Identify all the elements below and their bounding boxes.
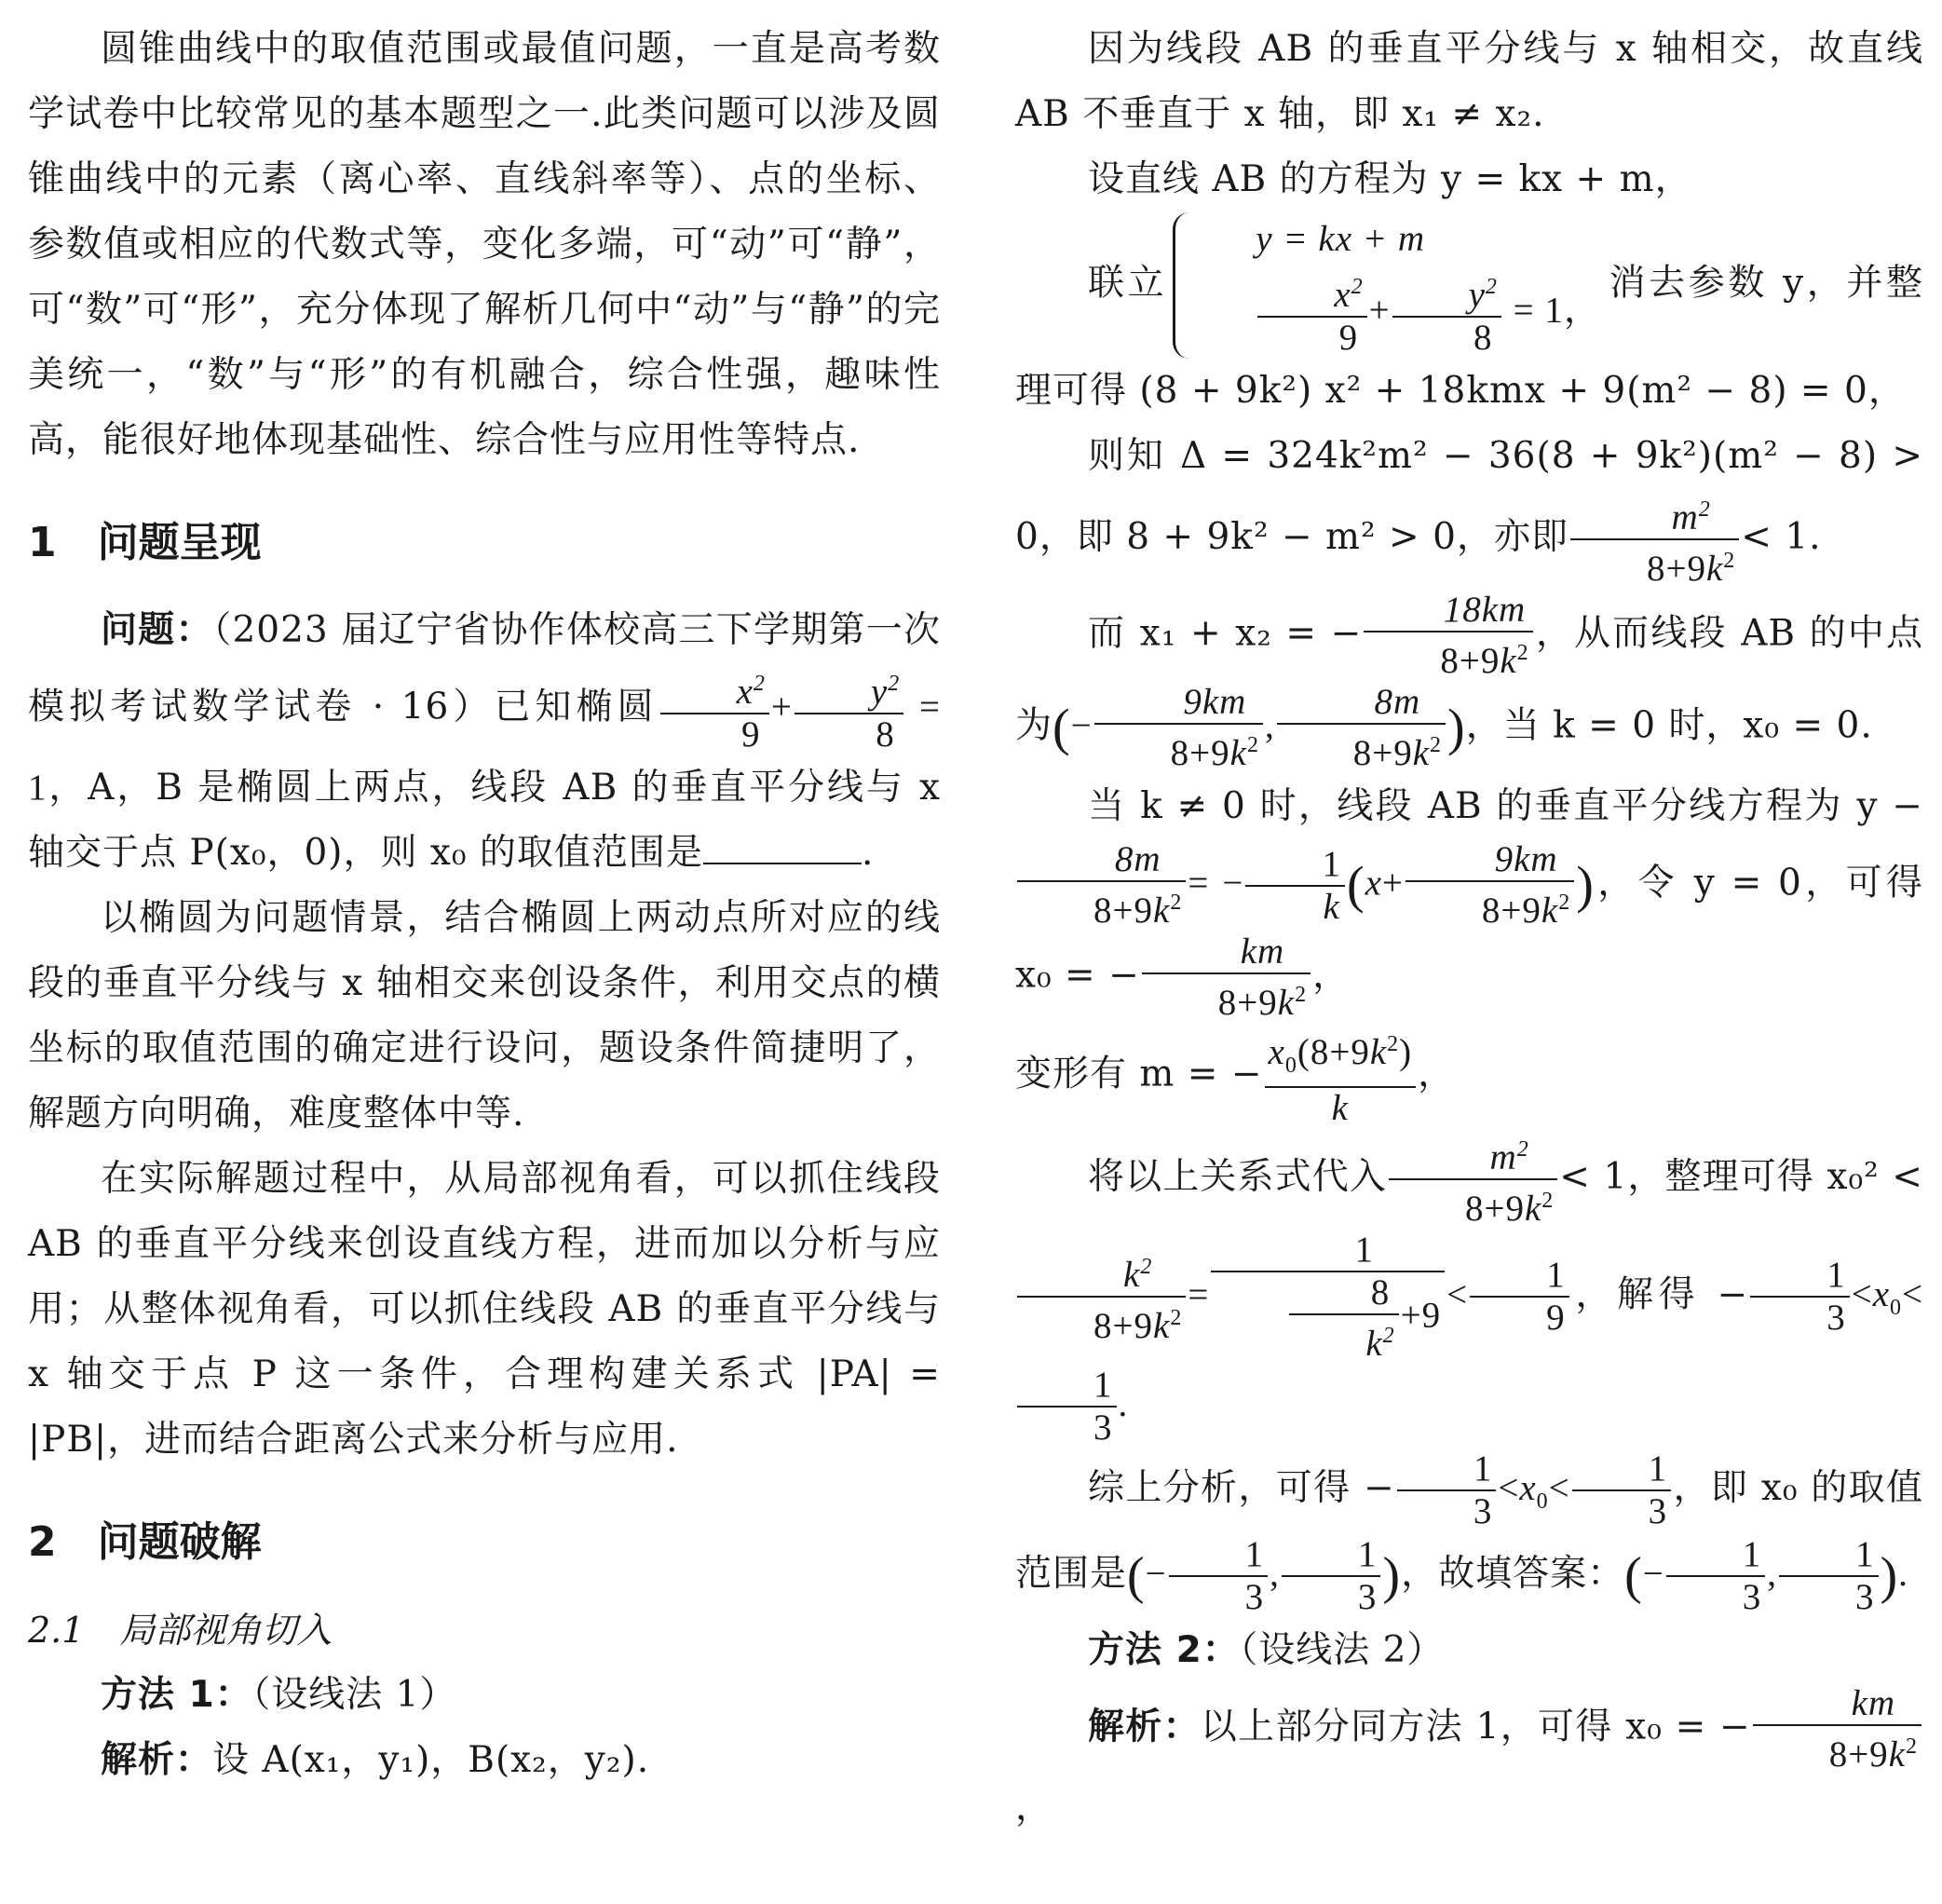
r5-paragraph: 而 x₁ + x₂ = − $\frac{18km}{8+9k^2}$ ，从而线段 AB 的中点为(− $\frac{9km}{8+9k^2}$ , $\frac{8m}{8+9k^2}$ )，当 k = 0 时，x₀ = 0.	[1015, 590, 1923, 773]
ellipse-frac-y: $\frac{y^2}{8}$	[794, 663, 903, 755]
method-2-line: 方法 2：（设线法 2）	[1088, 1628, 1445, 1671]
views-paragraph: 在实际解题过程中，从局部视角看，可以抓住线段 AB 的垂直平分线来创设直线方程，进而加以分析与应用；从整体视角看，可以抓住线段 AB 的垂直平分线与 x 轴交于点 P 这一条件，合理构建关系式 |PA| = |PB|，进而结合距离公式来分析与应用.	[28, 1158, 941, 1461]
intro-paragraph: 圆锥曲线中的取值范围或最值问题，一直是高考数学试卷中比较常见的基本题型之一.此类问题可以涉及圆锥曲线中的元素（离心率、直线斜率等）、点的坐标、参数值或相应的代数式等，变化多端，可“动”可“静”，可“数”可“形”，充分体现了解析几何中“动”与“静”的完美统一，“数”与“形”的有机融合，综合性强，趣味性高，能很好地体现基础性、综合性与应用性等特点.	[28, 28, 941, 461]
r4-paragraph: 则知 Δ = 324k²m² − 36(8 + 9k²)(m² − 8) > 0，即 8 + 9k² − m² > 0，亦即 $\frac{m^2}{8+9k^2}$ < 1.	[1015, 435, 1923, 589]
analysis-paragraph: 以椭圆为问题情景，结合椭圆上两动点所对应的线段的垂直平分线与 x 轴相交来创设条件，利用交点的横坐标的取值范围的确定进行设问，题设条件简捷明了，解题方向明确，难度整体中等.	[28, 897, 941, 1135]
problem-tail: ，A，B 是椭圆上两点，线段 AB 的垂直平分线与 x 轴交于点 P(x₀，0)，则 x₀ 的取值范围是	[28, 767, 941, 874]
method-1-line: 方法 1：（设线法 1）	[101, 1674, 457, 1716]
r2-paragraph: 设直线 AB 的方程为 y = kx + m，	[1088, 158, 1692, 200]
left-column	[28, 17, 941, 1793]
answer-blank[interactable]	[703, 835, 862, 864]
subsection-2-1: 2.1 局部视角切入	[28, 1610, 333, 1651]
r7-paragraph: 变形有 m = − $\frac{x_0(8+9k^2)}{k}$ ，	[1015, 1024, 1923, 1129]
r3-paragraph: 联立 y = kx + m $\frac{x^2}{9}$ + $\frac{y^2}{8}$ = 1， 消去参数 y，并整理可得 (8 + 9k²) x² + 18kmx + 9(m² − 8) = 0，	[1015, 212, 1923, 424]
section-2-heading: 2 问题破解	[28, 1518, 262, 1566]
r6-paragraph: 当 k ≠ 0 时，线段 AB 的垂直平分线方程为 y − $\frac{8m}{8+9k^2}$ = − $\frac{1}{k}$ (x+ $\frac{9km}{8+9k^2}$ )，令 y = 0，可得 x₀ = − $\frac{km}{8+9k^2}$ ，	[1015, 785, 1923, 1023]
problem-label: 问题：	[101, 609, 213, 651]
problem-paragraph: 问题：（2023 届辽宁省协作体校高三下学期第一次模拟考试数学试卷 · 16）已知椭圆 $\frac{x^2}{9}$ + $\frac{y^2}{8}$ = 1，A，B 是椭圆上两点，线段 AB 的垂直平分线与 x 轴交于点 P(x₀，0)，则 x₀ 的取值范围是 .	[28, 609, 941, 874]
right-column	[1015, 17, 1923, 1841]
section-1-heading: 1 问题呈现	[28, 519, 262, 566]
problem-known: 已知椭圆	[494, 686, 659, 728]
r8-paragraph: 将以上关系式代入 $\frac{m^2}{8+9k^2}$ < 1，整理可得 x₀² < $\frac{k^2}{8+9k^2}$ = 1 $\frac{8}{k^2}$ +9 < $\frac{1}{9}$ ，解得 − $\frac{1}{3}$ $<x_0<$ $\frac{1}{3}$ .	[1015, 1129, 1923, 1448]
r1-paragraph: 因为线段 AB 的垂直平分线与 x 轴相交，故直线 AB 不垂直于 x 轴，即 x₁ ≠ x₂.	[1015, 28, 1923, 135]
r9-paragraph: 综上分析，可得 − $\frac{1}{3}$ $<x_0<$ $\frac{1}{3}$ ，即 x₀ 的取值范围是(− $\frac{1}{3}$ , $\frac{1}{3}$ )，故填答案：(− $\frac{1}{3}$ , $\frac{1}{3}$ ).	[1015, 1448, 1923, 1617]
solution-2-line: 解析：以上部分同方法 1，可得 x₀ = − $\frac{km}{8+9k^2}$ ，	[1015, 1683, 1923, 1841]
problem-source: （2023 届辽宁省协作体校高三下学期第一次模拟考试数学试卷 · 16）	[28, 609, 941, 728]
equation-system: y = kx + m $\frac{x^2}{9}$ + $\frac{y^2}{8}$ = 1，	[1173, 212, 1601, 359]
solution-start-line: 解析：设 A(x₁，y₁)，B(x₂，y₂).	[101, 1739, 650, 1781]
ellipse-frac-x: $\frac{x^2}{9}$	[660, 663, 769, 755]
